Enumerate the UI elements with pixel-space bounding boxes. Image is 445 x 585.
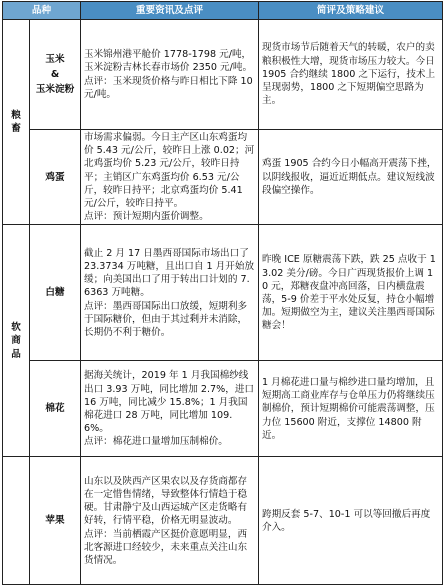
table-row bbox=[3, 361, 443, 457]
info-cell bbox=[81, 225, 259, 361]
info-comment: 点评：墨西哥国际出口放缓，短期利多于国际糖价，但由于其过剩并未消除，长期仍不利于糖价。 bbox=[84, 300, 248, 338]
advice-cell: 昨晚 ICE 原糖震荡下跌，跌 25 点收于 13.02 美分/磅。今日广西现货报价上调 10 元，郑糖夜盘冲高回落，日内横盘震荡，5-9 价差于平水处反复，持仓小幅增加。短期做空为主，建议关注墨西哥国际糖会！ bbox=[259, 225, 443, 361]
advice-cell: 跨期反套 5-7、10-1 可以等回撤后再度介入。 bbox=[259, 457, 443, 585]
info-cell bbox=[81, 457, 259, 585]
group-label-grain-livestock: 粮 畜 bbox=[3, 20, 30, 225]
info-comment: 点评：当前栖霞产区挺价意愿明显，西北客源进口经较少，未来重点关注山东货情况。 bbox=[84, 528, 248, 566]
table-row bbox=[3, 457, 443, 585]
group-label-soft-commodities: 软 商 品 bbox=[3, 225, 30, 457]
market-commentary-table bbox=[2, 1, 443, 585]
info-cell bbox=[81, 361, 259, 457]
table-row bbox=[3, 225, 443, 361]
advice-cell: 现货市场节后随着天气的转暖，农户的卖粮积极性大增，现货市场压力较大。今日 1905 合约继续 1800 之下运行，技术上呈现弱势，1800 之下短期偏空思路为主。 bbox=[259, 20, 443, 130]
product-name: 棉花 bbox=[30, 361, 81, 457]
info-paragraph: 玉米锦州港平舱价 1778-1798 元/吨，玉米淀粉吉林长春市场价 2350 元/吨。 bbox=[84, 49, 253, 74]
product-name: 苹果 bbox=[30, 457, 81, 585]
advice-cell: 鸡蛋 1905 合约今日小幅高开震荡下挫，以阴线报收，逼近近期低点。建议短线波段偏空操作。 bbox=[259, 130, 443, 225]
table-row bbox=[3, 20, 443, 130]
header-info: 重要资讯及点评 bbox=[81, 2, 259, 20]
info-paragraph: 据海关统计，2019 年 1 月我国棉纱线出口 3.93 万吨，同比增加 2.7%，进口 16 万吨，同比减少 15.8%；1 月我国棉花进口 28 万吨，同比增加 109.6%。 bbox=[84, 370, 255, 435]
info-paragraph: 截止 2 月 17 日墨西哥国际市场出口了 23.3734 万吨糖，且出口自 1 月开始放缓；向美国出口了用于转出口计划的 7.6363 万吨糖。 bbox=[84, 247, 255, 299]
product-name: 鸡蛋 bbox=[30, 130, 81, 225]
product-name: 玉米 & 玉米淀粉 bbox=[30, 20, 81, 130]
info-comment: 点评：玉米现货价格与昨日相比下降 10 元/吨。 bbox=[84, 75, 253, 100]
header-row bbox=[3, 2, 443, 20]
info-comment: 点评：预计短期内蛋价调整。 bbox=[84, 211, 209, 223]
header-advice: 简评及策略建议 bbox=[259, 2, 443, 20]
advice-cell: 1 月棉花进口量与棉纱进口量均增加，且短期高工商业库存与仓单压力仍将继续压制棉价，预计短期棉价可能震荡调整，压力位 15600 附近，支撑位 14800 附近。 bbox=[259, 361, 443, 457]
info-comment: 点评：棉花进口量增加压制棉价。 bbox=[84, 436, 228, 448]
product-name: 白糖 bbox=[30, 225, 81, 361]
info-paragraph: 山东以及陕西产区果农以及存货商都存在一定惜售情绪，导致整体行情趋于稳硬。甘肃静宁及山西运城产区走货略有好转，行情平稳，价格无明显波动。 bbox=[84, 475, 248, 527]
table-row bbox=[3, 130, 443, 225]
info-cell bbox=[81, 130, 259, 225]
info-paragraph: 市场需求偏弱。今日主产区山东鸡蛋均价 5.43 元/公斤，较昨日上涨 0.02；河北鸡蛋均价 5.23 元/公斤，较昨日持平；主销区广东鸡蛋均价 6.53 元/公斤，较昨日持平；北京鸡蛋均价 5.41 元/公斤，较昨日持平。 bbox=[84, 132, 255, 210]
header-category: 品种 bbox=[3, 2, 81, 20]
group-label-empty bbox=[3, 457, 30, 585]
info-cell bbox=[81, 20, 259, 130]
